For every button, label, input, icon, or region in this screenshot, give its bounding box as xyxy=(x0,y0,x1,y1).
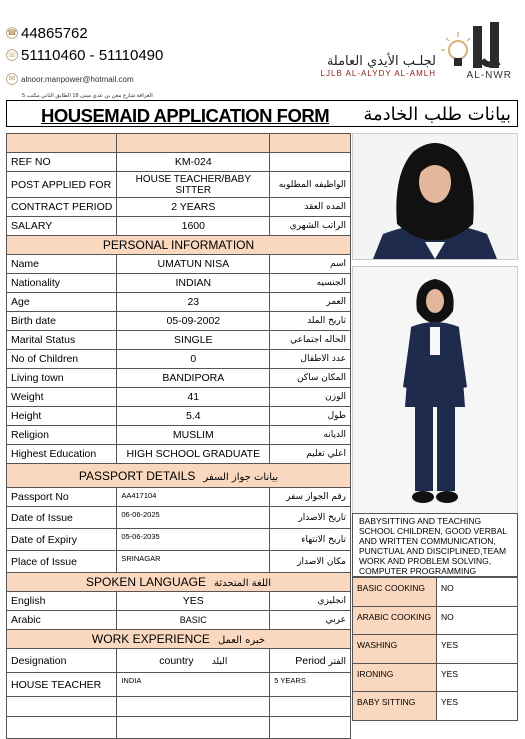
field-label-ar: تاريخ الاصدار xyxy=(270,507,351,529)
field-label: REF NO xyxy=(7,153,117,172)
table-row xyxy=(7,529,351,551)
field-value: 5.4 xyxy=(117,407,270,426)
field-label-ar xyxy=(270,153,351,172)
field-label-ar: انجليزي xyxy=(270,592,351,611)
table-row xyxy=(7,445,351,464)
skill-row xyxy=(353,606,518,635)
field-label-ar: الديانه xyxy=(270,426,351,445)
field-label-ar: تاريخ الملد xyxy=(270,312,351,331)
table-row xyxy=(7,407,351,426)
table-row xyxy=(7,673,351,697)
field-label: English xyxy=(7,592,117,611)
field-value: BASIC xyxy=(117,611,270,630)
field-value: YES xyxy=(117,592,270,611)
skill-label: BABY SITTING xyxy=(353,692,437,721)
field-label-ar: عدد الاطفال xyxy=(270,350,351,369)
field-value: SRINAGAR xyxy=(117,551,270,573)
table-row xyxy=(7,369,351,388)
application-table xyxy=(6,133,351,739)
field-value: SINGLE xyxy=(117,331,270,350)
table-row xyxy=(7,611,351,630)
field-label: Religion xyxy=(7,426,117,445)
field-value: 1600 xyxy=(117,217,270,236)
table-row xyxy=(7,312,351,331)
section-header xyxy=(7,464,351,488)
phone-icon: ☎ xyxy=(7,28,17,37)
field-label: Arabic xyxy=(7,611,117,630)
phone-2: 51110460 - 51110490 xyxy=(21,46,164,64)
field-label: No of Children xyxy=(7,350,117,369)
skill-value: YES xyxy=(437,663,518,692)
skill-value: NO xyxy=(437,578,518,607)
table-row xyxy=(7,255,351,274)
field-value: KM-024 xyxy=(117,153,270,172)
field-label: Name xyxy=(7,255,117,274)
section-title: WORK EXPERIENCE خبره العمل xyxy=(7,630,351,649)
field-value: 0 xyxy=(117,350,270,369)
field-label-ar: مكان الاصدار xyxy=(270,551,351,573)
skill-label: IRONING xyxy=(353,663,437,692)
field-label-ar: اعلي تعليم xyxy=(270,445,351,464)
field-label: Marital Status xyxy=(7,331,117,350)
column-header: Designation xyxy=(7,649,117,673)
field-label-ar: اسم xyxy=(270,255,351,274)
table-row xyxy=(7,198,351,217)
skill-value: NO xyxy=(437,606,518,635)
field-value: 05-09-2002 xyxy=(117,312,270,331)
experience-period: 5 YEARS xyxy=(270,673,351,697)
field-value: AA417104 xyxy=(117,488,270,507)
field-label: Highest Education xyxy=(7,445,117,464)
section-title: PASSPORT DETAILS بيانات جواز السفر xyxy=(7,464,351,488)
field-label-ar: طول xyxy=(270,407,351,426)
table-row xyxy=(7,426,351,445)
field-label: CONTRACT PERIOD xyxy=(7,198,117,217)
field-value: MUSLIM xyxy=(117,426,270,445)
person-full-body-icon xyxy=(353,267,517,513)
table-row xyxy=(7,388,351,407)
table-row xyxy=(7,697,351,717)
field-label: Weight xyxy=(7,388,117,407)
skills-table xyxy=(352,577,518,721)
field-label-ar: المده العقد xyxy=(270,198,351,217)
field-label: Place of Issue xyxy=(7,551,117,573)
field-label: Height xyxy=(7,407,117,426)
column-header: country البلد xyxy=(117,649,270,673)
table-row xyxy=(7,717,351,739)
phone-icon: ☏ xyxy=(7,50,18,59)
table-row xyxy=(7,293,351,312)
field-label: SALARY xyxy=(7,217,117,236)
spacer-row xyxy=(7,134,351,153)
table-row xyxy=(7,350,351,369)
title-arabic: بيانات طلب الخادمة xyxy=(363,104,511,125)
company-logo xyxy=(320,18,518,84)
form-title xyxy=(6,100,518,127)
field-label: Passport No xyxy=(7,488,117,507)
field-value: 05-06-2035 xyxy=(117,529,270,551)
section-header xyxy=(7,573,351,592)
field-label: Nationality xyxy=(7,274,117,293)
skills-summary: BABYSITTING AND TEACHING SCHOOL CHILDREN, GOOD VERBAL AND WRITTEN COMMUNICATION, PUNCTUAL AND DISCIPLINED,TEAM WORK AND PROBLEM SOLVING, COMPUTER PROGRAMMING xyxy=(352,513,518,577)
field-label-ar: الحاله اجتماعي xyxy=(270,331,351,350)
field-label: Date of Issue xyxy=(7,507,117,529)
field-value: 23 xyxy=(117,293,270,312)
field-label: Living town xyxy=(7,369,117,388)
portrait-photo xyxy=(352,133,518,260)
field-label-ar: الواظيفه المطلوبه xyxy=(270,172,351,198)
skill-value: YES xyxy=(437,692,518,721)
email[interactable]: alnoor.manpower@hotmail.com xyxy=(21,74,134,84)
logo-brand: AL-NWR xyxy=(466,70,512,81)
field-label-ar: الجنسيه xyxy=(270,274,351,293)
full-body-photo xyxy=(352,266,518,514)
field-label-ar: الوزن xyxy=(270,388,351,407)
table-header-row xyxy=(7,649,351,673)
table-row xyxy=(7,507,351,529)
address: الغرافة شارع معن بن عدي مبنى 18 الطابق الثاني مكتب 5 xyxy=(22,93,153,99)
experience-designation: HOUSE TEACHER xyxy=(7,673,117,697)
field-label: Age xyxy=(7,293,117,312)
table-row xyxy=(7,551,351,573)
field-label-ar: العمر xyxy=(270,293,351,312)
table-row xyxy=(7,592,351,611)
field-value: 41 xyxy=(117,388,270,407)
person-portrait-icon xyxy=(353,134,517,259)
experience-country: INDIA xyxy=(117,673,270,697)
logo-arabic-name: لجلـب الأيدي العاملة xyxy=(326,54,436,69)
field-value: INDIAN xyxy=(117,274,270,293)
skill-label: ARABIC COOKING xyxy=(353,606,437,635)
section-header xyxy=(7,630,351,649)
table-row xyxy=(7,172,351,198)
field-value: 06-06-2025 xyxy=(117,507,270,529)
phone-1: 44865762 xyxy=(21,24,88,42)
field-value: BANDIPORA xyxy=(117,369,270,388)
contact-block xyxy=(6,22,163,107)
field-label-ar: المكان ساكن xyxy=(270,369,351,388)
field-value: HIGH SCHOOL GRADUATE xyxy=(117,445,270,464)
field-value: UMATUN NISA xyxy=(117,255,270,274)
table-row xyxy=(7,331,351,350)
table-row xyxy=(7,488,351,507)
skill-label: BASIC COOKING xyxy=(353,578,437,607)
table-row xyxy=(7,153,351,172)
field-value: HOUSE TEACHER/BABY SITTER xyxy=(117,172,270,198)
section-title: SPOKEN LANGUAGE اللغة المتحدثة xyxy=(7,573,351,592)
section-title: PERSONAL INFORMATION xyxy=(7,236,351,255)
title-english: HOUSEMAID APPLICATION FORM xyxy=(41,105,330,126)
skill-row xyxy=(353,663,518,692)
field-label-ar: رقم الجواز سفر xyxy=(270,488,351,507)
logo-english-name: LJLB AL-ALYDY AL-AMLH xyxy=(320,69,436,78)
skill-label: WASHING xyxy=(353,635,437,664)
table-row xyxy=(7,274,351,293)
field-label-ar: تاريخ الانتهاء xyxy=(270,529,351,551)
field-label-ar: عربي xyxy=(270,611,351,630)
email-icon: ✉ xyxy=(6,73,18,85)
field-label: Date of Expiry xyxy=(7,529,117,551)
skill-value: YES xyxy=(437,635,518,664)
section-header xyxy=(7,236,351,255)
skill-row xyxy=(353,635,518,664)
field-label: POST APPLIED FOR xyxy=(7,172,117,198)
field-value: 2 YEARS xyxy=(117,198,270,217)
table-row xyxy=(7,217,351,236)
column-header: Period الفتر xyxy=(270,649,351,673)
field-label-ar: الراتب الشهري xyxy=(270,217,351,236)
field-label: Birth date xyxy=(7,312,117,331)
skill-row xyxy=(353,692,518,721)
skill-row xyxy=(353,578,518,607)
